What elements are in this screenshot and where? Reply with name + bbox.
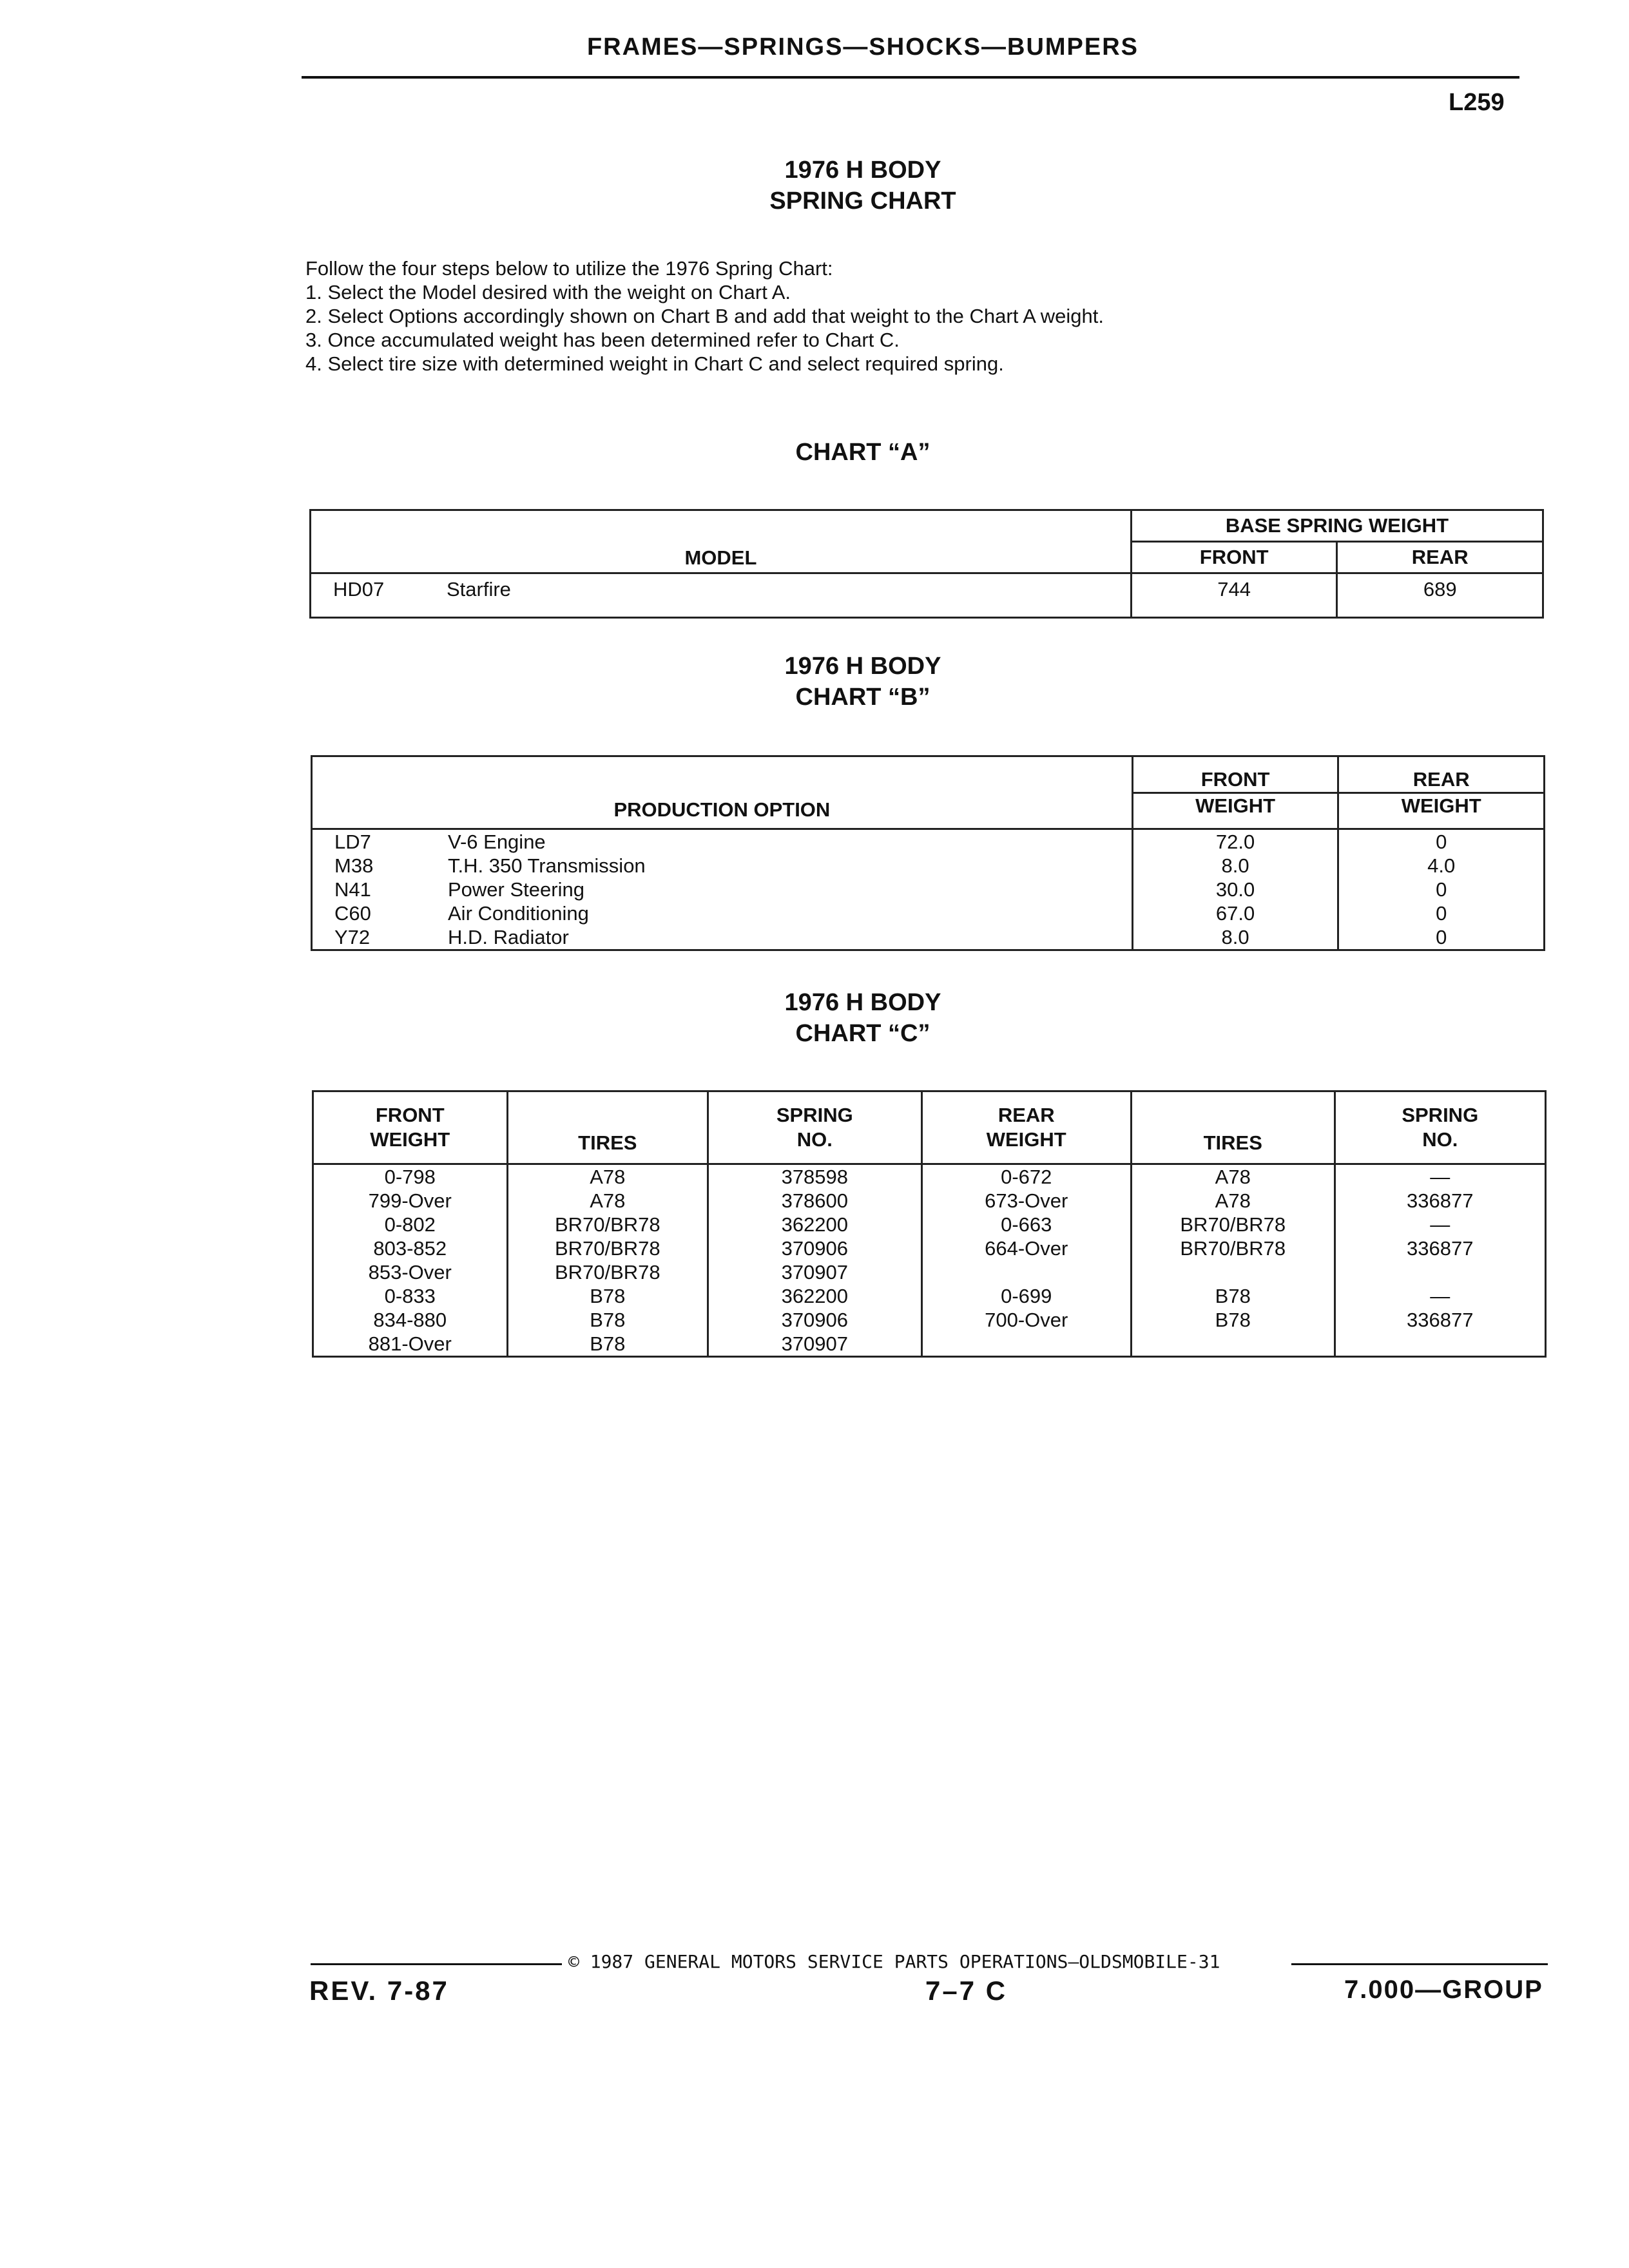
header-line: WEIGHT: [986, 1128, 1066, 1151]
table-row: [312, 878, 1545, 901]
chart-b-front-header-line2: WEIGHT: [1133, 792, 1338, 818]
rear-weight-value: 0: [1338, 829, 1545, 854]
rear-tires-cell: BR70/BR78: [1131, 1213, 1335, 1236]
footer-group: 7.000—GROUP: [1344, 1975, 1543, 2004]
rear-tires-cell: BR70/BR78: [1131, 1236, 1335, 1260]
front-weight-cell: 834-880: [313, 1308, 508, 1332]
option-cell: [312, 854, 1133, 878]
header-line: SPRING: [1402, 1104, 1479, 1126]
table-row: [311, 573, 1543, 618]
front-weight-cell: 799-Over: [313, 1189, 508, 1213]
front-tires-cell: B78: [507, 1332, 708, 1357]
chart-b-title: [0, 651, 1629, 713]
table-row: [313, 1164, 1546, 1189]
rear-weight-cell: 0-672: [921, 1164, 1131, 1189]
chart-b-table: [311, 755, 1545, 951]
page-code: L259: [1449, 89, 1505, 116]
front-spring-cell: 378600: [708, 1189, 921, 1213]
header-line: FRONT: [375, 1104, 445, 1126]
chart-a-model-cell: [311, 573, 1132, 618]
chart-c-rear-weight-header: [921, 1091, 1131, 1164]
rear-tires-cell: B78: [1131, 1284, 1335, 1308]
front-tires-cell: BR70/BR78: [507, 1213, 708, 1236]
option-name: H.D. Radiator: [448, 926, 569, 948]
instructions: [305, 256, 1104, 376]
header-line: WEIGHT: [370, 1128, 450, 1151]
option-code: N41: [334, 878, 371, 901]
table-row: [313, 1213, 1546, 1236]
instructions-intro: Follow the four steps below to utilize the 1976 Spring Chart:: [305, 257, 833, 280]
chart-c-rear-spring-header: [1335, 1091, 1545, 1164]
chart-a-model-header: MODEL: [311, 510, 1132, 573]
table-row: [313, 1308, 1546, 1332]
chart-b-front-header-line1: FRONT: [1200, 767, 1270, 791]
front-spring-cell: 378598: [708, 1164, 921, 1189]
chart-b-rear-header-line2: WEIGHT: [1339, 792, 1543, 818]
rear-weight-cell: [921, 1332, 1131, 1357]
chart-b-rear-header-line1: REAR: [1412, 767, 1470, 791]
header-line: REAR: [998, 1104, 1055, 1126]
footer-rule-left: [311, 1963, 562, 1965]
front-weight-cell: 881-Over: [313, 1332, 508, 1357]
chart-a-title: CHART “A”: [795, 439, 930, 466]
option-cell: [312, 901, 1133, 925]
option-code: Y72: [334, 926, 371, 948]
front-tires-cell: BR70/BR78: [507, 1260, 708, 1284]
instruction-step: 1. Select the Model desired with the weight on Chart A.: [305, 281, 791, 303]
model-name: Starfire: [447, 578, 511, 601]
chart-a-rear-header: REAR: [1337, 542, 1543, 573]
chart-a-rear-value: 689: [1337, 573, 1543, 618]
option-code: M38: [334, 854, 374, 877]
front-spring-cell: 370907: [708, 1260, 921, 1284]
front-spring-cell: 370906: [708, 1236, 921, 1260]
front-weight-cell: 803-852: [313, 1236, 508, 1260]
header-rule: [302, 76, 1519, 79]
option-cell: [312, 925, 1133, 950]
footer-rule-right: [1291, 1963, 1548, 1965]
footer-copyright: © 1987 GENERAL MOTORS SERVICE PARTS OPERATIONS—OLDSMOBILE-31: [568, 1951, 1220, 1972]
front-tires-cell: B78: [507, 1308, 708, 1332]
front-spring-cell: 370906: [708, 1308, 921, 1332]
table-row: [312, 901, 1545, 925]
table-row: [313, 1189, 1546, 1213]
chart-b-option-header: PRODUCTION OPTION: [312, 756, 1133, 829]
chart-c-title-line2: CHART “C”: [795, 1020, 930, 1047]
model-code: HD07: [333, 578, 385, 601]
table-row: [313, 1332, 1546, 1357]
front-weight-value: 67.0: [1132, 901, 1338, 925]
front-tires-cell: B78: [507, 1284, 708, 1308]
chart-b-front-header: [1132, 756, 1338, 829]
header-line: NO.: [1422, 1128, 1458, 1151]
rear-tires-cell: A78: [1131, 1189, 1335, 1213]
chart-c-table: [312, 1090, 1547, 1358]
footer-revision: REV. 7-87: [309, 1975, 449, 2006]
option-cell: [312, 878, 1133, 901]
rear-spring-cell: —: [1335, 1213, 1545, 1236]
chart-a-front-value: 744: [1131, 573, 1337, 618]
table-row: [312, 829, 1545, 854]
chart-b-rear-header: [1338, 756, 1545, 829]
chart-c-rear-tires-header: TIRES: [1131, 1091, 1335, 1164]
rear-weight-value: 4.0: [1338, 854, 1545, 878]
front-spring-cell: 362200: [708, 1284, 921, 1308]
front-weight-cell: 0-798: [313, 1164, 508, 1189]
front-tires-cell: A78: [507, 1189, 708, 1213]
chart-c-front-weight-header: [313, 1091, 508, 1164]
option-code: LD7: [334, 831, 371, 853]
main-heading-line1: 1976 H BODY: [784, 157, 941, 184]
option-name: Air Conditioning: [448, 902, 589, 925]
rear-spring-cell: [1335, 1332, 1545, 1357]
front-tires-cell: BR70/BR78: [507, 1236, 708, 1260]
front-spring-cell: 370907: [708, 1332, 921, 1357]
instruction-step: 4. Select tire size with determined weight in Chart C and select required spring.: [305, 352, 1004, 375]
instruction-step: 2. Select Options accordingly shown on Chart B and add that weight to the Chart A weight.: [305, 305, 1104, 327]
chart-c-front-spring-header: [708, 1091, 921, 1164]
chart-a-base-header: BASE SPRING WEIGHT: [1131, 510, 1543, 542]
rear-spring-cell: [1335, 1260, 1545, 1284]
front-weight-value: 8.0: [1132, 854, 1338, 878]
front-weight-value: 30.0: [1132, 878, 1338, 901]
table-row: [312, 925, 1545, 950]
chart-b-title-line1: 1976 H BODY: [784, 653, 941, 680]
instruction-step: 3. Once accumulated weight has been determined refer to Chart C.: [305, 329, 900, 351]
rear-tires-cell: A78: [1131, 1164, 1335, 1189]
rear-weight-cell: 673-Over: [921, 1189, 1131, 1213]
rear-tires-cell: [1131, 1332, 1335, 1357]
table-row: [313, 1284, 1546, 1308]
main-heading-line2: SPRING CHART: [769, 187, 956, 215]
rear-weight-value: 0: [1338, 925, 1545, 950]
rear-tires-cell: [1131, 1260, 1335, 1284]
rear-weight-cell: 0-663: [921, 1213, 1131, 1236]
front-weight-cell: 0-833: [313, 1284, 508, 1308]
rear-spring-cell: —: [1335, 1284, 1545, 1308]
chart-a-front-header: FRONT: [1131, 542, 1337, 573]
rear-weight-cell: [921, 1260, 1131, 1284]
page-header-title: FRAMES—SPRINGS—SHOCKS—BUMPERS: [586, 34, 1139, 61]
front-weight-value: 72.0: [1132, 829, 1338, 854]
chart-b-title-line2: CHART “B”: [795, 684, 930, 711]
chart-c-title-line1: 1976 H BODY: [784, 989, 941, 1016]
main-heading: [0, 155, 1629, 216]
rear-weight-cell: 664-Over: [921, 1236, 1131, 1260]
footer-page-number: 7–7 C: [925, 1975, 1008, 2006]
chart-c-front-tires-header: TIRES: [507, 1091, 708, 1164]
rear-weight-value: 0: [1338, 901, 1545, 925]
front-spring-cell: 362200: [708, 1213, 921, 1236]
rear-weight-cell: 0-699: [921, 1284, 1131, 1308]
rear-weight-value: 0: [1338, 878, 1545, 901]
option-name: Power Steering: [448, 878, 584, 901]
front-weight-cell: 853-Over: [313, 1260, 508, 1284]
option-name: T.H. 350 Transmission: [448, 854, 646, 877]
rear-weight-cell: 700-Over: [921, 1308, 1131, 1332]
rear-spring-cell: 336877: [1335, 1308, 1545, 1332]
chart-a-table: [309, 509, 1544, 619]
table-row: [312, 854, 1545, 878]
header-line: SPRING: [776, 1104, 853, 1126]
rear-spring-cell: 336877: [1335, 1236, 1545, 1260]
rear-spring-cell: —: [1335, 1164, 1545, 1189]
front-weight-value: 8.0: [1132, 925, 1338, 950]
table-row: [313, 1260, 1546, 1284]
front-tires-cell: A78: [507, 1164, 708, 1189]
rear-tires-cell: B78: [1131, 1308, 1335, 1332]
chart-c-title: [0, 987, 1629, 1049]
option-cell: [312, 829, 1133, 854]
rear-spring-cell: 336877: [1335, 1189, 1545, 1213]
table-row: [313, 1236, 1546, 1260]
option-name: V-6 Engine: [448, 831, 546, 853]
option-code: C60: [334, 902, 371, 925]
header-line: NO.: [796, 1128, 833, 1151]
front-weight-cell: 0-802: [313, 1213, 508, 1236]
